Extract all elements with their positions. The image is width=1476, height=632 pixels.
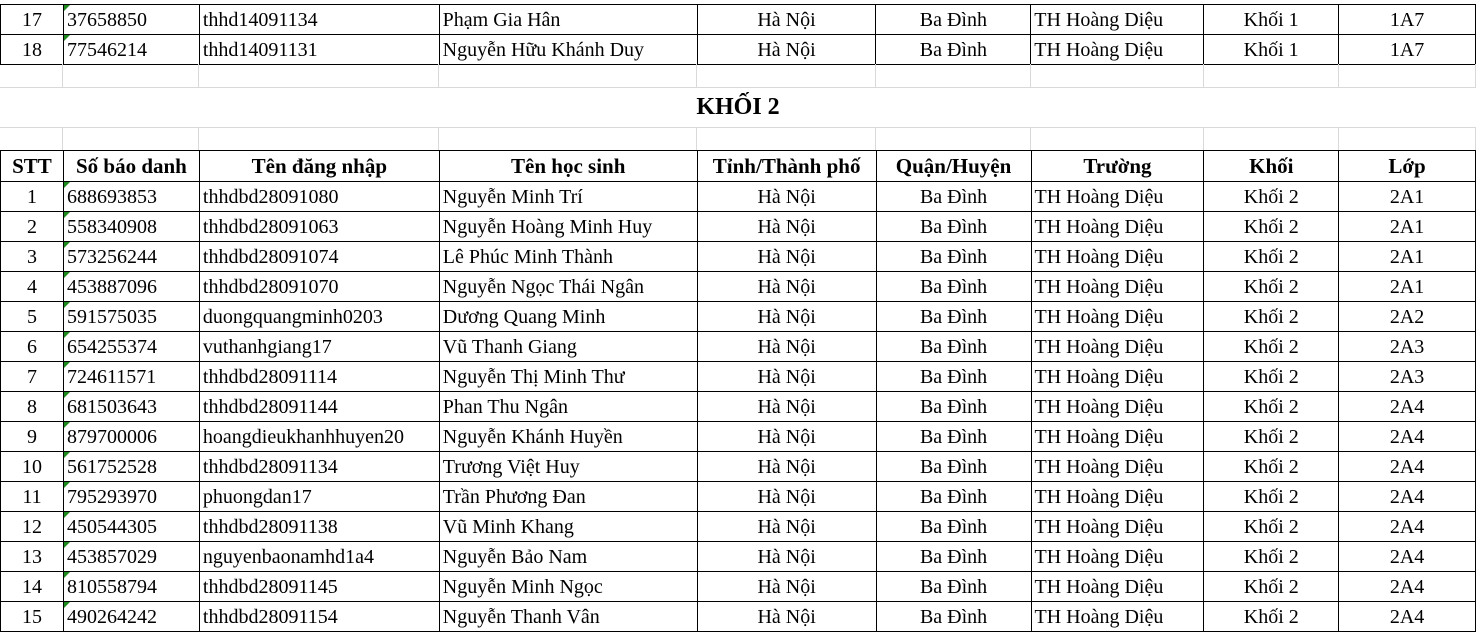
cell-quan-huyen[interactable]: Ba Đình (876, 512, 1031, 542)
cell-stt[interactable]: 9 (1, 422, 64, 452)
cell-ten-hoc-sinh[interactable]: Nguyễn Hoàng Minh Huy (439, 212, 697, 242)
cell-ten-dang-nhap[interactable]: thhdbd28091070 (199, 272, 439, 302)
cell[interactable] (63, 127, 199, 151)
cell-quan-huyen[interactable]: Ba Đình (876, 242, 1031, 272)
cell-ten-hoc-sinh[interactable]: Nguyễn Minh Ngọc (439, 572, 697, 602)
cell-quan-huyen[interactable]: Ba Đình (876, 302, 1031, 332)
cell-khoi[interactable]: Khối 2 (1204, 482, 1339, 512)
cell-khoi[interactable]: Khối 2 (1204, 572, 1339, 602)
blank-row (0, 64, 1476, 88)
cell-lop[interactable]: 2A1 (1339, 182, 1476, 212)
cell-khoi[interactable]: Khối 2 (1204, 212, 1339, 242)
cell-truong[interactable]: TH Hoàng Diệu (1031, 182, 1204, 212)
cell-quan-huyen[interactable]: Ba Đình (876, 572, 1031, 602)
cell-quan-huyen[interactable]: Ba Đình (876, 392, 1031, 422)
cell-truong[interactable]: TH Hoàng Diệu (1031, 212, 1204, 242)
cell-truong[interactable]: TH Hoàng Diệu (1031, 392, 1204, 422)
table-row (1, 542, 1476, 572)
cell-stt[interactable]: 6 (1, 332, 64, 362)
cell-ten-dang-nhap[interactable]: duongquangminh0203 (199, 302, 439, 332)
cell-stt[interactable]: 18 (1, 35, 64, 65)
cell[interactable] (63, 64, 199, 88)
cell-khoi[interactable]: Khối 2 (1204, 242, 1339, 272)
cell-truong[interactable]: TH Hoàng Diệu (1031, 242, 1204, 272)
cell-tinh-thanh-pho[interactable]: Hà Nội (697, 422, 876, 452)
cell-truong[interactable]: TH Hoàng Diệu (1031, 512, 1204, 542)
table-row (1, 392, 1476, 422)
cell-ten-hoc-sinh[interactable]: Trần Phương Đan (439, 482, 697, 512)
cell-truong[interactable]: TH Hoàng Diệu (1031, 302, 1204, 332)
cell-ten-dang-nhap[interactable]: thhd14091134 (199, 5, 439, 35)
cell-khoi[interactable]: Khối 2 (1204, 602, 1339, 632)
cell-tinh-thanh-pho[interactable]: Hà Nội (697, 242, 876, 272)
cell-so-bao-danh[interactable]: 724611571 (63, 362, 199, 392)
header-lop[interactable]: Lớp (1339, 151, 1476, 182)
table-row (1, 332, 1476, 362)
cell-ten-hoc-sinh[interactable]: Nguyễn Thanh Vân (439, 602, 697, 632)
cell-tinh-thanh-pho[interactable]: Hà Nội (697, 392, 876, 422)
cell-tinh-thanh-pho[interactable]: Hà Nội (697, 272, 876, 302)
cell-tinh-thanh-pho[interactable]: Hà Nội (697, 332, 876, 362)
table-row (1, 35, 1476, 65)
cell-ten-dang-nhap[interactable]: thhdbd28091144 (199, 392, 439, 422)
cell-stt[interactable]: 10 (1, 452, 64, 482)
cell-ten-dang-nhap[interactable]: thhd14091131 (199, 35, 439, 65)
cell-tinh-thanh-pho[interactable]: Hà Nội (697, 35, 876, 65)
cell-ten-dang-nhap[interactable]: thhdbd28091134 (199, 452, 439, 482)
cell-stt[interactable]: 3 (1, 242, 64, 272)
cell-ten-dang-nhap[interactable]: vuthanhgiang17 (199, 332, 439, 362)
cell-so-bao-danh[interactable]: 681503643 (63, 392, 199, 422)
table-row (1, 512, 1476, 542)
cell-ten-dang-nhap[interactable]: thhdbd28091074 (199, 242, 439, 272)
cell-ten-hoc-sinh[interactable]: Nguyễn Thị Minh Thư (439, 362, 697, 392)
cell-so-bao-danh[interactable]: 810558794 (63, 572, 199, 602)
cell[interactable] (0, 64, 63, 88)
cell[interactable] (697, 127, 876, 151)
cell[interactable] (1204, 127, 1339, 151)
cell-quan-huyen[interactable]: Ba Đình (876, 35, 1031, 65)
header-so-bao-danh[interactable]: Số báo danh (63, 151, 199, 182)
section-title-row (0, 87, 1476, 128)
cell-ten-dang-nhap[interactable]: thhdbd28091063 (199, 212, 439, 242)
cell-stt[interactable]: 1 (1, 182, 64, 212)
cell-ten-hoc-sinh[interactable]: Phan Thu Ngân (439, 392, 697, 422)
cell[interactable] (1031, 127, 1204, 151)
cell-so-bao-danh[interactable]: 654255374 (63, 332, 199, 362)
cell-truong[interactable]: TH Hoàng Diệu (1031, 602, 1204, 632)
cell-ten-hoc-sinh[interactable]: Nguyễn Hữu Khánh Duy (439, 35, 697, 65)
cell-so-bao-danh[interactable]: 453857029 (63, 542, 199, 572)
cell-lop[interactable]: 2A4 (1339, 572, 1476, 602)
header-ten-hoc-sinh[interactable]: Tên học sinh (439, 151, 697, 182)
cell-stt[interactable]: 8 (1, 392, 64, 422)
cell-tinh-thanh-pho[interactable]: Hà Nội (697, 512, 876, 542)
cell-truong[interactable]: TH Hoàng Diệu (1031, 542, 1204, 572)
cell-khoi[interactable]: Khối 2 (1204, 512, 1339, 542)
cell-tinh-thanh-pho[interactable]: Hà Nội (697, 302, 876, 332)
table-row (1, 362, 1476, 392)
table-row (1, 242, 1476, 272)
cell-lop[interactable]: 2A3 (1339, 362, 1476, 392)
cell-so-bao-danh[interactable]: 879700006 (63, 422, 199, 452)
cell-stt[interactable]: 17 (1, 5, 64, 35)
cell[interactable] (876, 127, 1031, 151)
cell-lop[interactable]: 2A4 (1339, 542, 1476, 572)
cell-tinh-thanh-pho[interactable]: Hà Nội (697, 182, 876, 212)
cell-quan-huyen[interactable]: Ba Đình (876, 212, 1031, 242)
cell-ten-hoc-sinh[interactable]: Dương Quang Minh (439, 302, 697, 332)
cell-truong[interactable]: TH Hoàng Diệu (1031, 5, 1204, 35)
cell-quan-huyen[interactable]: Ba Đình (876, 602, 1031, 632)
cell-khoi[interactable]: Khối 2 (1204, 182, 1339, 212)
cell[interactable] (1204, 64, 1339, 88)
cell-quan-huyen[interactable]: Ba Đình (876, 422, 1031, 452)
cell[interactable] (876, 64, 1031, 88)
cell-truong[interactable]: TH Hoàng Diệu (1031, 422, 1204, 452)
cell-so-bao-danh[interactable]: 490264242 (63, 602, 199, 632)
cell-quan-huyen[interactable]: Ba Đình (876, 362, 1031, 392)
cell-khoi[interactable]: Khối 2 (1204, 422, 1339, 452)
cell-quan-huyen[interactable]: Ba Đình (876, 482, 1031, 512)
cell[interactable] (1339, 64, 1476, 88)
cell-lop[interactable]: 2A4 (1339, 392, 1476, 422)
section-title[interactable]: KHỐI 2 (0, 87, 1476, 128)
table-row (1, 422, 1476, 452)
cell[interactable] (1339, 127, 1476, 151)
cell-ten-hoc-sinh[interactable]: Vũ Minh Khang (439, 512, 697, 542)
cell-khoi[interactable]: Khối 2 (1204, 392, 1339, 422)
cell[interactable] (439, 64, 697, 88)
cell[interactable] (697, 64, 876, 88)
cell-tinh-thanh-pho[interactable]: Hà Nội (697, 362, 876, 392)
cell-lop[interactable]: 2A2 (1339, 302, 1476, 332)
student-table (0, 150, 1476, 632)
cell-tinh-thanh-pho[interactable]: Hà Nội (697, 212, 876, 242)
cell-ten-dang-nhap[interactable]: phuongdan17 (199, 482, 439, 512)
cell-ten-hoc-sinh[interactable]: Nguyễn Khánh Huyền (439, 422, 697, 452)
cell-lop[interactable]: 2A4 (1339, 482, 1476, 512)
header-stt[interactable]: STT (1, 151, 64, 182)
table-row (1, 602, 1476, 632)
table-row (1, 302, 1476, 332)
cell-quan-huyen[interactable]: Ba Đình (876, 542, 1031, 572)
cell-ten-dang-nhap[interactable]: thhdbd28091145 (199, 572, 439, 602)
cell-so-bao-danh[interactable]: 77546214 (63, 35, 199, 65)
cell-truong[interactable]: TH Hoàng Diệu (1031, 572, 1204, 602)
cell-quan-huyen[interactable]: Ba Đình (876, 5, 1031, 35)
cell-lop[interactable]: 2A4 (1339, 452, 1476, 482)
cell-stt[interactable]: 11 (1, 482, 64, 512)
cell-ten-dang-nhap[interactable]: thhdbd28091114 (199, 362, 439, 392)
cell-quan-huyen[interactable]: Ba Đình (876, 332, 1031, 362)
cell-truong[interactable]: TH Hoàng Diệu (1031, 332, 1204, 362)
previous-section-table (0, 4, 1476, 65)
cell-truong[interactable]: TH Hoàng Diệu (1031, 362, 1204, 392)
cell-tinh-thanh-pho[interactable]: Hà Nội (697, 542, 876, 572)
cell-stt[interactable]: 12 (1, 512, 64, 542)
cell-ten-dang-nhap[interactable]: thhdbd28091080 (199, 182, 439, 212)
header-quan-huyen[interactable]: Quận/Huyện (876, 151, 1031, 182)
header-truong[interactable]: Trường (1031, 151, 1204, 182)
header-tinh-thanh-pho[interactable]: Tỉnh/Thành phố (697, 151, 876, 182)
cell-ten-hoc-sinh[interactable]: Trương Việt Huy (439, 452, 697, 482)
cell-ten-hoc-sinh[interactable]: Nguyễn Bảo Nam (439, 542, 697, 572)
cell-tinh-thanh-pho[interactable]: Hà Nội (697, 5, 876, 35)
cell-khoi[interactable]: Khối 2 (1204, 362, 1339, 392)
table-row (1, 272, 1476, 302)
cell-truong[interactable]: TH Hoàng Diệu (1031, 272, 1204, 302)
cell[interactable] (199, 64, 439, 88)
cell-khoi[interactable]: Khối 1 (1204, 5, 1339, 35)
cell[interactable] (0, 127, 63, 151)
cell-so-bao-danh[interactable]: 795293970 (63, 482, 199, 512)
cell-so-bao-danh[interactable]: 561752528 (63, 452, 199, 482)
cell-lop[interactable]: 1A7 (1339, 35, 1476, 65)
table-row (1, 482, 1476, 512)
cell-ten-dang-nhap[interactable]: thhdbd28091154 (199, 602, 439, 632)
cell-stt[interactable]: 4 (1, 272, 64, 302)
cell-khoi[interactable]: Khối 2 (1204, 452, 1339, 482)
cell-tinh-thanh-pho[interactable]: Hà Nội (697, 482, 876, 512)
cell-ten-hoc-sinh[interactable]: Nguyễn Ngọc Thái Ngân (439, 272, 697, 302)
cell-stt[interactable]: 15 (1, 602, 64, 632)
cell-so-bao-danh[interactable]: 453887096 (63, 272, 199, 302)
cell-so-bao-danh[interactable]: 591575035 (63, 302, 199, 332)
cell-so-bao-danh[interactable]: 573256244 (63, 242, 199, 272)
cell-stt[interactable]: 13 (1, 542, 64, 572)
cell-tinh-thanh-pho[interactable]: Hà Nội (697, 572, 876, 602)
blank-row (0, 127, 1476, 151)
cell-lop[interactable]: 2A4 (1339, 422, 1476, 452)
cell-ten-hoc-sinh[interactable]: Lê Phúc Minh Thành (439, 242, 697, 272)
cell-truong[interactable]: TH Hoàng Diệu (1031, 482, 1204, 512)
cell-stt[interactable]: 14 (1, 572, 64, 602)
cell-truong[interactable]: TH Hoàng Diệu (1031, 35, 1204, 65)
cell-truong[interactable]: TH Hoàng Diệu (1031, 452, 1204, 482)
cell-so-bao-danh[interactable]: 688693853 (63, 182, 199, 212)
header-ten-dang-nhap[interactable]: Tên đăng nhập (199, 151, 439, 182)
cell-ten-hoc-sinh[interactable]: Nguyễn Minh Trí (439, 182, 697, 212)
cell-khoi[interactable]: Khối 2 (1204, 542, 1339, 572)
table-row (1, 572, 1476, 602)
cell-lop[interactable]: 1A7 (1339, 5, 1476, 35)
cell-quan-huyen[interactable]: Ba Đình (876, 182, 1031, 212)
cell-lop[interactable]: 2A3 (1339, 332, 1476, 362)
cell-stt[interactable]: 7 (1, 362, 64, 392)
header-khoi[interactable]: Khối (1204, 151, 1339, 182)
cell-lop[interactable]: 2A4 (1339, 512, 1476, 542)
cell-so-bao-danh[interactable]: 37658850 (63, 5, 199, 35)
table-row (1, 182, 1476, 212)
cell-khoi[interactable]: Khối 2 (1204, 272, 1339, 302)
cell-quan-huyen[interactable]: Ba Đình (876, 452, 1031, 482)
cell-so-bao-danh[interactable]: 558340908 (63, 212, 199, 242)
table-row (1, 212, 1476, 242)
cell-lop[interactable]: 2A1 (1339, 212, 1476, 242)
cell-ten-dang-nhap[interactable]: hoangdieukhanhhuyen20 (199, 422, 439, 452)
cell-lop[interactable]: 2A4 (1339, 602, 1476, 632)
cell-stt[interactable]: 5 (1, 302, 64, 332)
cell-khoi[interactable]: Khối 1 (1204, 35, 1339, 65)
cell-ten-dang-nhap[interactable]: thhdbd28091138 (199, 512, 439, 542)
cell-tinh-thanh-pho[interactable]: Hà Nội (697, 602, 876, 632)
header-row (1, 151, 1476, 182)
cell-ten-hoc-sinh[interactable]: Phạm Gia Hân (439, 5, 697, 35)
cell-stt[interactable]: 2 (1, 212, 64, 242)
cell-lop[interactable]: 2A1 (1339, 272, 1476, 302)
cell[interactable] (1031, 64, 1204, 88)
cell-lop[interactable]: 2A1 (1339, 242, 1476, 272)
cell-so-bao-danh[interactable]: 450544305 (63, 512, 199, 542)
cell-quan-huyen[interactable]: Ba Đình (876, 272, 1031, 302)
table-row (1, 452, 1476, 482)
cell-khoi[interactable]: Khối 2 (1204, 332, 1339, 362)
cell-ten-hoc-sinh[interactable]: Vũ Thanh Giang (439, 332, 697, 362)
cell-khoi[interactable]: Khối 2 (1204, 302, 1339, 332)
cell[interactable] (439, 127, 697, 151)
table-row (1, 5, 1476, 35)
cell[interactable] (199, 127, 439, 151)
cell-ten-dang-nhap[interactable]: nguyenbaonamhd1a4 (199, 542, 439, 572)
cell-tinh-thanh-pho[interactable]: Hà Nội (697, 452, 876, 482)
